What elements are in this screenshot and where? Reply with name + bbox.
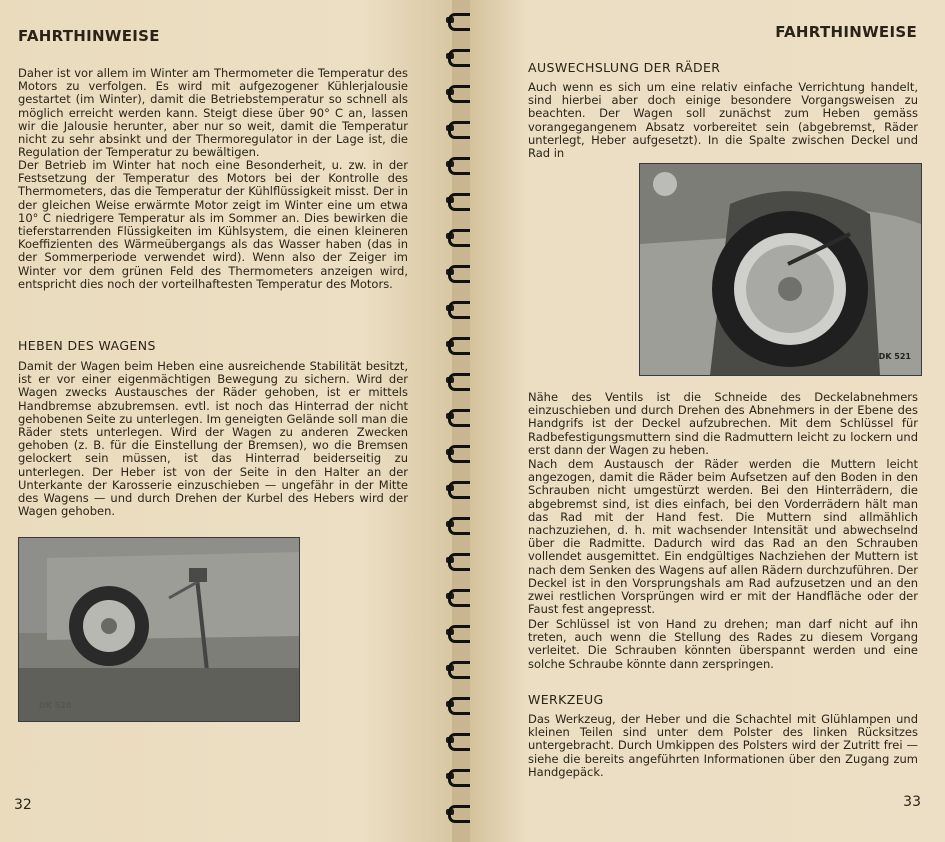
jack-photo (18, 537, 300, 722)
intro-paragraph-2: Der Betrieb im Winter hat noch eine Besonderheit, u. zw. in der Festsetzung der Temperatur des Motors bei der Kontrolle des Thermometers, das die Temperatur der Kühlflüssigkeit misst. Der in der gleichen Weise erwärmte Motor zeigt im Winter eine um etwa 10° C niedrigere Temperatur als im Sommer an. Dies bewirken die tieferstarrenden Flüssigkeiten im Kühlsystem, die einen kleineren Koeffizienten des Wärmeübergangs als das Wasser haben (das in der Sommerperiode verwendet wird). Wenn also der Zeiger im Winter vor dem grünen Feld des Thermometers anzeigen wird, entspricht dies noch der vorteilhaftesten Temperatur des Motors. (18, 158, 408, 291)
paragraph-ventil: Nähe des Ventils ist die Schneide des Deckelabnehmers einzuschieben und durch Drehen des Abnehmers in der Ebene des Handgrifs ist der Deckel aufzubrechen. Mit dem Schlüssel für Radbefestigungsmuttern sind die Radmuttern leicht zu lockern und erst dann der Wagen zu heben. (528, 390, 918, 457)
section-title-raeder: AUSWECHSLUNG DER RÄDER (528, 60, 721, 75)
intro-text-raeder: Auch wenn es sich um eine relativ einfache Verrichtung handelt, sind hierbei aber doch einige besondere Vorgangsweisen zu beachten. Der Wagen soll zunächst zum Heben gemäss vorangegangenem Absatz vorbereitet sein (abgebremst, Räder unterlegt, Heber aufgesetzt). In die Spalte zwischen Deckel und Rad in (528, 80, 918, 161)
left-page (0, 0, 452, 842)
paragraph-schluessel: Der Schlüssel ist von Hand zu drehen; man darf nicht auf ihn treten, auch wenn die Stellung des Rades zu diesem Vorgang verleitet. Die Schrauben könnten überspannt werden und eine solche Schraube könnte dann zerspringen. (528, 617, 918, 671)
section-text-heben: Damit der Wagen beim Heben eine ausreichende Stabilität besitzt, ist er vor einer eigenmächtigen Bewegung zu sichern. Wird der Wagen zwecks Austausches der Räder gehoben, ist er mittels Handbremse abzubremsen. evtl. ist noch das Hinterrad der nicht gehobenen Seite zu unterlegen. Im geneigten Gelände soll man die Räder stets unterlegen. Wird der Wagen zu anderen Zwecken gehoben (z. B. für die Einstellung der Bremsen), wo die Bremsen gelockert sein müssen, ist das Hinterrad beiderseitig zu unterlegen. Der Heber ist von der Seite in den Halter an der Unterkante der Karosserie einzuschieben — ungefähr in der Mitte des Wagens — und durch Drehen der Kurbel des Hebers wird der Wagen gehoben. (18, 359, 408, 519)
wheel-photo (639, 163, 922, 376)
right-page (470, 0, 945, 842)
intro-paragraph-1: Daher ist vor allem im Winter am Thermometer die Temperatur des Motors zu verfolgen. Es wird mit aufgezogener Kühlerjalousie gestartet (im Winter), damit die Betriebstemperatur so schnell als möglich erreicht werden kann. Steigt diese über 90° C an, lassen wir die Jalousie herunter, aber nur so weit, damit die Temperatur nicht zu sehr absinkt und der Thermoregulator in der Lage ist, die Regulation der Temperatur zu bewältigen. (18, 66, 408, 160)
photo-caption-dk521: DK 521 (878, 352, 911, 361)
paragraph-austausch: Nach dem Austausch der Räder werden die Muttern leicht angezogen, damit die Räder beim Aufsetzen auf den Boden in den Schrauben nicht umgestürzt werden. Bei den Hinterrädern, die abgebremst sind, ist dies einfach, bei den Vorderrädern hält man das Rad mit der Hand fest. Die Muttern sind allmählich nachzuziehen, d. h. mit wachsender Intensität und abwechselnd über die Radmitte. Dadurch wird das Rad an den Schrauben vollendet ausgemittet. Ein endgültiges Nachziehen der Muttern ist nach dem Senken des Wagens auf allen Rädern durchzuführen. Der Deckel ist in den Vorsprungshals am Rad aufzusetzen und an den zwei restlichen Vorsprüngen wird er mit der Handfläche oder der Faust fest angepresst. (528, 457, 918, 617)
section-title-heben: HEBEN DES WAGENS (18, 338, 156, 353)
section-title-werkzeug: WERKZEUG (528, 692, 604, 707)
page-number-right: 33 (903, 794, 921, 810)
left-page-header: FAHRTHINWEISE (18, 27, 160, 45)
section-text-werkzeug: Das Werkzeug, der Heber und die Schachtel mit Glühlampen und kleinen Teilen sind unter dem Polster des linken Rücksitzes untergebracht. Durch Umkippen des Polsters wird der Zutritt frei — siehe die bereits angeführten Informationen über den Zugang zum Handgepäck. (528, 712, 918, 779)
right-page-header: FAHRTHINWEISE (775, 23, 917, 41)
page-number-left: 32 (14, 797, 32, 813)
jack-photo-illustration (19, 538, 299, 721)
photo-caption-dk520: DK 520 (39, 701, 72, 710)
wheel-photo-illustration (640, 164, 921, 375)
